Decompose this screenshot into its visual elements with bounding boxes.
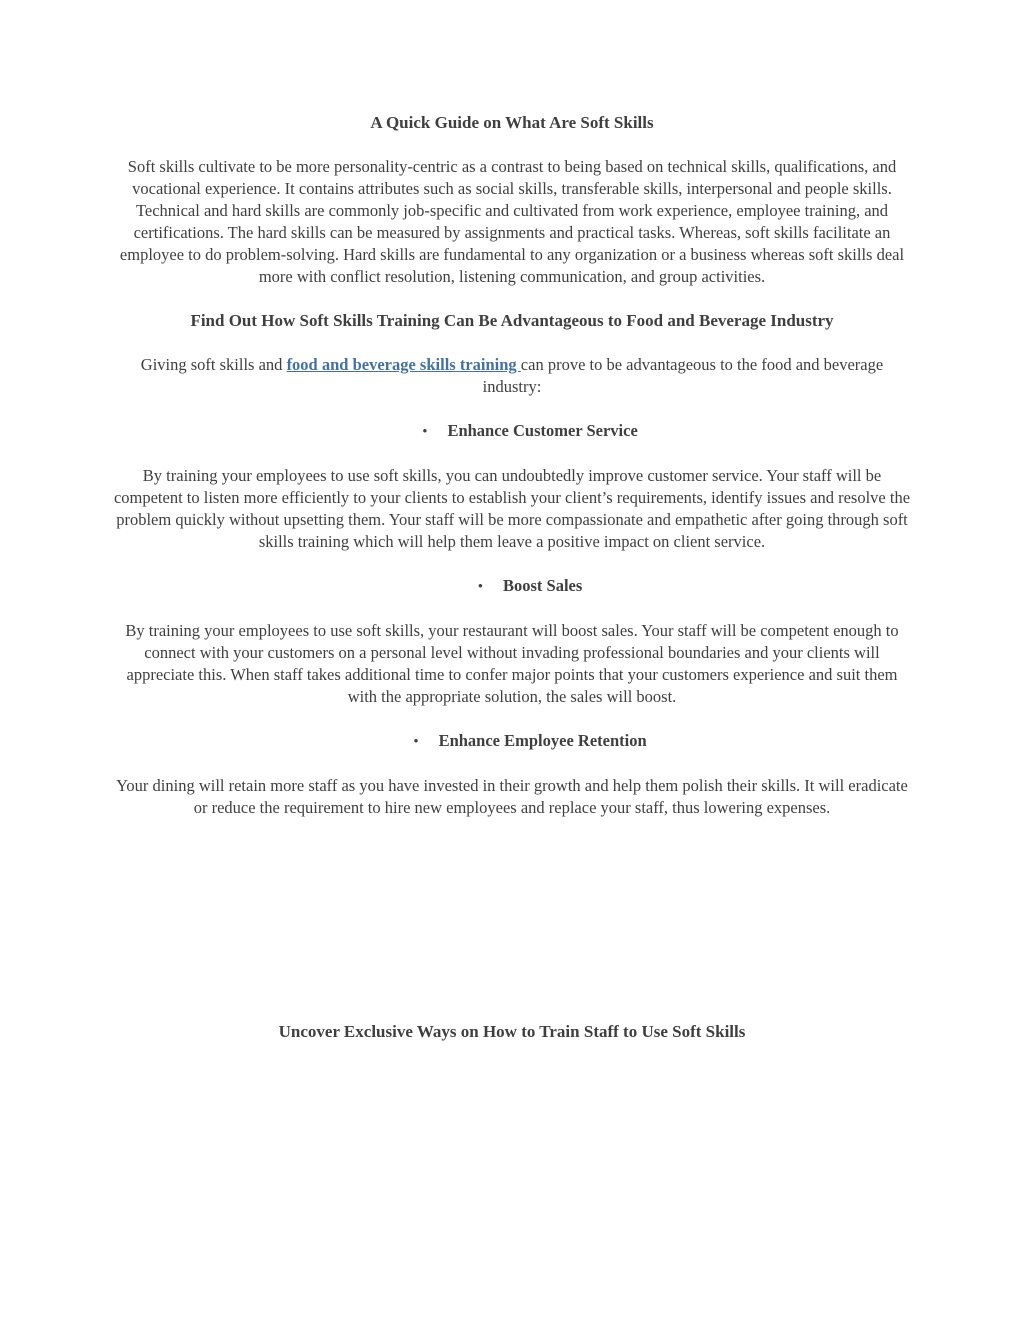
footer-heading: Uncover Exclusive Ways on How to Train Staff to Use Soft Skills: [278, 1022, 746, 1041]
bullet-item-employee-retention: [130, 730, 930, 753]
bullet-item-customer-service: [130, 420, 930, 443]
bullet-paragraph-boost-sales: By training your employees to use soft skills, your restaurant will boost sales. Your staff will be competent enough to connect with your customers on a personal level without invading professional boundaries and your clients will appreciate this. When staff takes additional time to confer major points that your customers experience and suit them with the appropriate solution, the sales will boost.: [125, 621, 899, 706]
bullet-paragraph-employee-retention: Your dining will retain more staff as you have invested in their growth and help them polish their skills. It will eradicate or reduce the requirement to hire new employees and replace your staff, thus lowering expenses.: [116, 776, 908, 817]
bullet-item-boost-sales: [130, 575, 930, 598]
food-beverage-training-link[interactable]: food and beverage skills training: [286, 355, 521, 374]
bullet-icon: •: [413, 734, 419, 750]
bullet-label: Enhance Customer Service: [447, 421, 638, 440]
link-paragraph-before: Giving soft skills and: [140, 355, 287, 374]
bullet-paragraph-customer-service: By training your employees to use soft skills, you can undoubtedly improve customer service. Your staff will be competent to listen more efficiently to your clients to establish your client’s requirements, identify issues and resolve the problem quickly without upsetting them. Your staff will be more compassionate and empathetic after going through soft skills training which will help them leave a positive impact on client service.: [113, 466, 911, 551]
link-paragraph: [112, 354, 912, 398]
bullet-icon: •: [422, 424, 428, 440]
bullet-label: Enhance Employee Retention: [438, 731, 647, 750]
link-paragraph-after: can prove to be advantageous to the food and beverage industry:: [482, 355, 884, 396]
bullet-label: Boost Sales: [502, 576, 583, 595]
bullet-icon: •: [477, 579, 483, 595]
intro-paragraph: Soft skills cultivate to be more personality-centric as a contrast to being based on technical skills, qualifications, and vocational experience. It contains attributes such as social skills, transferable skills, interpersonal and people skills. Technical and hard skills are commonly job-specific and cultivated from work experience, employee training, and certifications. The hard skills can be measured by assignments and practical tasks. Whereas, soft skills facilitate an employee to do problem-solving. Hard skills are fundamental to any organization or a business whereas soft skills deal more with conflict resolution, listening communication, and group activities.: [119, 157, 905, 286]
document-page: [112, 0, 912, 1043]
page-title: A Quick Guide on What Are Soft Skills: [370, 113, 654, 132]
section-heading-advantages: Find Out How Soft Skills Training Can Be Advantageous to Food and Beverage Industry: [190, 311, 834, 330]
